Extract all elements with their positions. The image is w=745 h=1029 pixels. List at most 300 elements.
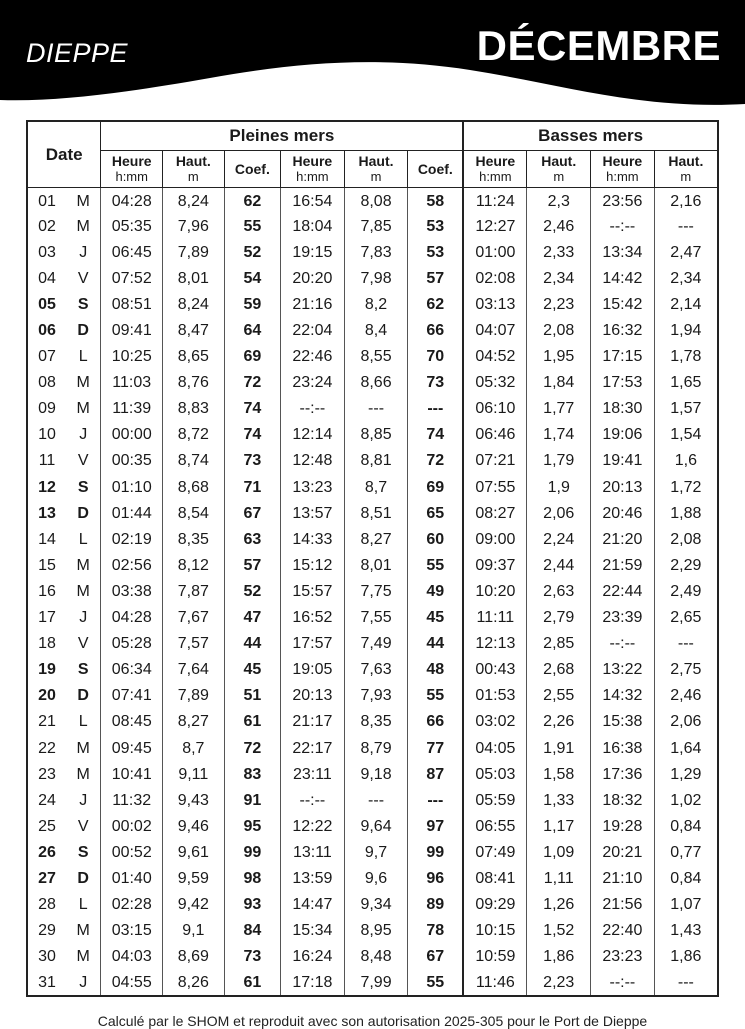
pm2-haut-header: Haut. m xyxy=(344,151,408,188)
table-row xyxy=(27,422,718,448)
day-number-cell: 30 xyxy=(27,944,66,970)
bm1-haut-header: Haut. m xyxy=(527,151,591,188)
bm2-heure-cell: 15:42 xyxy=(591,292,655,318)
bm2-heure-cell: 21:20 xyxy=(591,527,655,553)
bm1-heure-header: Heure h:mm xyxy=(463,151,527,188)
bm1-heure-cell: 11:24 xyxy=(463,188,527,214)
table-row xyxy=(27,944,718,970)
day-number-cell: 11 xyxy=(27,448,66,474)
pm1-heure-cell: 06:34 xyxy=(101,657,163,683)
pleines-mers-header: Pleines mers xyxy=(101,121,463,151)
bm2-heure-cell: 13:22 xyxy=(591,657,655,683)
pm1-coef-cell: 57 xyxy=(224,553,280,579)
day-letter-cell: M xyxy=(66,579,101,605)
bm1-heure-cell: 02:08 xyxy=(463,266,527,292)
table-row xyxy=(27,840,718,866)
day-letter-cell: S xyxy=(66,657,101,683)
table-row xyxy=(27,370,718,396)
bm2-haut-cell: 1,57 xyxy=(654,396,718,422)
pm2-coef-header: Coef. xyxy=(408,151,463,188)
pm2-haut-cell: 9,7 xyxy=(344,840,408,866)
pm1-heure-cell: 01:44 xyxy=(101,501,163,527)
pm1-haut-cell: 7,87 xyxy=(163,579,225,605)
table-row xyxy=(27,475,718,501)
bm2-heure-cell: 18:32 xyxy=(591,788,655,814)
pm1-haut-cell: 8,76 xyxy=(163,370,225,396)
bm1-haut-cell: 2,33 xyxy=(527,240,591,266)
pm1-heure-cell: 08:45 xyxy=(101,709,163,735)
bm2-heure-cell: 14:42 xyxy=(591,266,655,292)
pm1-heure-cell: 04:55 xyxy=(101,970,163,996)
pm1-haut-cell: 8,74 xyxy=(163,448,225,474)
day-number-cell: 02 xyxy=(27,214,66,240)
pm1-haut-cell: 8,65 xyxy=(163,344,225,370)
pm1-haut-cell: 7,67 xyxy=(163,605,225,631)
pm2-haut-cell: 7,85 xyxy=(344,214,408,240)
pm2-coef-cell: 99 xyxy=(408,840,463,866)
table-row xyxy=(27,240,718,266)
day-letter-cell: M xyxy=(66,762,101,788)
day-number-cell: 22 xyxy=(27,735,66,761)
pm2-haut-cell: 8,85 xyxy=(344,422,408,448)
pm2-heure-cell: 22:46 xyxy=(281,344,345,370)
tide-table xyxy=(26,120,719,997)
pm1-coef-cell: 83 xyxy=(224,762,280,788)
pm2-coef-cell: 74 xyxy=(408,422,463,448)
bm2-heure-cell: --:-- xyxy=(591,214,655,240)
day-number-cell: 18 xyxy=(27,631,66,657)
table-row xyxy=(27,762,718,788)
pm1-coef-cell: 45 xyxy=(224,657,280,683)
bm1-heure-cell: 00:43 xyxy=(463,657,527,683)
bm2-haut-cell: 0,77 xyxy=(654,840,718,866)
day-number-cell: 26 xyxy=(27,840,66,866)
pm1-haut-cell: 9,61 xyxy=(163,840,225,866)
bm2-heure-cell: 21:10 xyxy=(591,866,655,892)
pm1-haut-cell: 8,54 xyxy=(163,501,225,527)
day-number-cell: 31 xyxy=(27,970,66,996)
bm1-haut-cell: 1,58 xyxy=(527,762,591,788)
bm2-heure-cell: 22:44 xyxy=(591,579,655,605)
day-number-cell: 21 xyxy=(27,709,66,735)
pm2-coef-cell: 78 xyxy=(408,918,463,944)
bm1-heure-cell: 09:37 xyxy=(463,553,527,579)
bm2-haut-cell: 2,06 xyxy=(654,709,718,735)
bm1-heure-cell: 01:00 xyxy=(463,240,527,266)
pm2-coef-cell: 66 xyxy=(408,318,463,344)
pm1-heure-cell: 00:35 xyxy=(101,448,163,474)
bm1-haut-cell: 2,3 xyxy=(527,188,591,214)
pm2-heure-cell: 12:22 xyxy=(281,814,345,840)
bm1-haut-cell: 2,79 xyxy=(527,605,591,631)
pm2-haut-cell: 8,48 xyxy=(344,944,408,970)
pm1-coef-cell: 47 xyxy=(224,605,280,631)
pm1-haut-cell: 7,57 xyxy=(163,631,225,657)
bm1-heure-cell: 04:07 xyxy=(463,318,527,344)
pm1-coef-cell: 63 xyxy=(224,527,280,553)
bm2-haut-cell: 1,64 xyxy=(654,735,718,761)
day-number-cell: 06 xyxy=(27,318,66,344)
pm1-haut-cell: 7,89 xyxy=(163,683,225,709)
bm2-haut-cell: 2,49 xyxy=(654,579,718,605)
bm2-heure-cell: 21:59 xyxy=(591,553,655,579)
pm1-coef-cell: 51 xyxy=(224,683,280,709)
bm1-heure-cell: 03:13 xyxy=(463,292,527,318)
pm2-coef-cell: 55 xyxy=(408,683,463,709)
bm1-haut-cell: 2,44 xyxy=(527,553,591,579)
pm2-coef-cell: 96 xyxy=(408,866,463,892)
pm1-heure-cell: 09:45 xyxy=(101,735,163,761)
pm1-haut-cell: 8,69 xyxy=(163,944,225,970)
table-row xyxy=(27,892,718,918)
pm2-coef-cell: --- xyxy=(408,788,463,814)
day-number-cell: 29 xyxy=(27,918,66,944)
bm2-haut-cell: 1,29 xyxy=(654,762,718,788)
bm1-heure-cell: 12:27 xyxy=(463,214,527,240)
pm1-haut-cell: 7,96 xyxy=(163,214,225,240)
day-letter-cell: V xyxy=(66,448,101,474)
table-row xyxy=(27,344,718,370)
table-row xyxy=(27,318,718,344)
day-letter-cell: J xyxy=(66,788,101,814)
pm2-heure-cell: 13:59 xyxy=(281,866,345,892)
bm2-haut-cell: 1,65 xyxy=(654,370,718,396)
pm1-heure-cell: 03:15 xyxy=(101,918,163,944)
day-letter-cell: D xyxy=(66,683,101,709)
table-row xyxy=(27,814,718,840)
pm1-coef-cell: 44 xyxy=(224,631,280,657)
bm1-haut-cell: 1,95 xyxy=(527,344,591,370)
pm2-heure-cell: 16:52 xyxy=(281,605,345,631)
day-number-cell: 05 xyxy=(27,292,66,318)
tide-table-body xyxy=(27,188,718,997)
day-number-cell: 28 xyxy=(27,892,66,918)
day-number-cell: 20 xyxy=(27,683,66,709)
day-letter-cell: M xyxy=(66,188,101,214)
pm2-haut-cell: 8,55 xyxy=(344,344,408,370)
day-letter-cell: S xyxy=(66,292,101,318)
pm2-haut-cell: 7,99 xyxy=(344,970,408,996)
bm1-heure-cell: 03:02 xyxy=(463,709,527,735)
pm2-haut-cell: 8,95 xyxy=(344,918,408,944)
pm2-haut-cell: 7,75 xyxy=(344,579,408,605)
bm1-heure-cell: 08:27 xyxy=(463,501,527,527)
bm1-haut-cell: 2,06 xyxy=(527,501,591,527)
pm1-heure-cell: 10:25 xyxy=(101,344,163,370)
day-letter-cell: J xyxy=(66,605,101,631)
pm2-heure-cell: 17:18 xyxy=(281,970,345,996)
pm2-coef-cell: 89 xyxy=(408,892,463,918)
pm1-coef-cell: 98 xyxy=(224,866,280,892)
pm1-haut-cell: 8,35 xyxy=(163,527,225,553)
bm1-haut-cell: 2,23 xyxy=(527,970,591,996)
pm2-coef-cell: 55 xyxy=(408,970,463,996)
day-letter-cell: V xyxy=(66,814,101,840)
pm1-haut-cell: 8,24 xyxy=(163,292,225,318)
bm2-heure-cell: 22:40 xyxy=(591,918,655,944)
pm1-heure-cell: 04:28 xyxy=(101,605,163,631)
pm1-heure-cell: 00:02 xyxy=(101,814,163,840)
day-number-cell: 09 xyxy=(27,396,66,422)
bm1-haut-cell: 1,9 xyxy=(527,475,591,501)
pm2-heure-cell: 20:20 xyxy=(281,266,345,292)
pm1-heure-cell: 11:32 xyxy=(101,788,163,814)
pm1-coef-cell: 74 xyxy=(224,422,280,448)
pm1-haut-cell: 8,26 xyxy=(163,970,225,996)
bm2-haut-cell: 1,94 xyxy=(654,318,718,344)
pm2-coef-cell: 70 xyxy=(408,344,463,370)
bm2-haut-header: Haut. m xyxy=(654,151,718,188)
pm1-coef-cell: 61 xyxy=(224,970,280,996)
day-number-cell: 14 xyxy=(27,527,66,553)
pm1-coef-cell: 74 xyxy=(224,396,280,422)
bm1-heure-cell: 07:49 xyxy=(463,840,527,866)
pm2-heure-cell: 22:04 xyxy=(281,318,345,344)
port-name: DIEPPE xyxy=(26,38,129,68)
bm2-heure-cell: 18:30 xyxy=(591,396,655,422)
bm2-haut-cell: --- xyxy=(654,214,718,240)
bm2-heure-cell: 20:13 xyxy=(591,475,655,501)
day-letter-cell: S xyxy=(66,840,101,866)
pm1-coef-cell: 52 xyxy=(224,240,280,266)
pm2-coef-cell: 55 xyxy=(408,553,463,579)
pm2-coef-cell: 57 xyxy=(408,266,463,292)
table-row xyxy=(27,709,718,735)
pm1-haut-cell: 8,01 xyxy=(163,266,225,292)
pm1-coef-cell: 72 xyxy=(224,370,280,396)
pm2-heure-header: Heure h:mm xyxy=(281,151,345,188)
bm2-haut-cell: 0,84 xyxy=(654,814,718,840)
bm1-haut-cell: 2,26 xyxy=(527,709,591,735)
bm2-heure-cell: 15:38 xyxy=(591,709,655,735)
pm2-heure-cell: 22:17 xyxy=(281,735,345,761)
pm2-haut-cell: --- xyxy=(344,396,408,422)
bm2-heure-cell: 23:56 xyxy=(591,188,655,214)
bm2-heure-cell: 23:23 xyxy=(591,944,655,970)
pm1-coef-cell: 52 xyxy=(224,579,280,605)
table-row xyxy=(27,188,718,214)
bm1-haut-cell: 1,84 xyxy=(527,370,591,396)
bm2-heure-cell: 23:39 xyxy=(591,605,655,631)
pm1-coef-cell: 59 xyxy=(224,292,280,318)
pm2-haut-cell: 9,34 xyxy=(344,892,408,918)
table-row xyxy=(27,657,718,683)
day-letter-cell: J xyxy=(66,970,101,996)
bm2-heure-cell: 20:46 xyxy=(591,501,655,527)
table-row xyxy=(27,683,718,709)
bm1-heure-cell: 11:11 xyxy=(463,605,527,631)
bm1-heure-cell: 05:03 xyxy=(463,762,527,788)
day-letter-cell: L xyxy=(66,892,101,918)
pm2-heure-cell: 15:57 xyxy=(281,579,345,605)
pm2-coef-cell: 53 xyxy=(408,240,463,266)
pm2-haut-cell: 8,81 xyxy=(344,448,408,474)
pm1-coef-cell: 95 xyxy=(224,814,280,840)
bm2-haut-cell: 2,16 xyxy=(654,188,718,214)
pm1-heure-cell: 01:40 xyxy=(101,866,163,892)
pm2-coef-cell: 72 xyxy=(408,448,463,474)
bm1-heure-cell: 01:53 xyxy=(463,683,527,709)
pm2-coef-cell: 60 xyxy=(408,527,463,553)
pm2-heure-cell: 12:48 xyxy=(281,448,345,474)
bm2-heure-cell: 19:28 xyxy=(591,814,655,840)
bm1-heure-cell: 10:59 xyxy=(463,944,527,970)
pm2-coef-cell: 66 xyxy=(408,709,463,735)
pm1-haut-cell: 8,12 xyxy=(163,553,225,579)
pm2-haut-cell: 8,79 xyxy=(344,735,408,761)
pm2-heure-cell: 13:11 xyxy=(281,840,345,866)
bm1-heure-cell: 10:15 xyxy=(463,918,527,944)
table-row xyxy=(27,501,718,527)
pm2-heure-cell: 20:13 xyxy=(281,683,345,709)
bm2-heure-cell: --:-- xyxy=(591,631,655,657)
pm2-heure-cell: --:-- xyxy=(281,396,345,422)
pm1-heure-cell: 07:41 xyxy=(101,683,163,709)
day-number-cell: 24 xyxy=(27,788,66,814)
bm2-haut-cell: --- xyxy=(654,631,718,657)
bm1-heure-cell: 05:59 xyxy=(463,788,527,814)
pm1-coef-cell: 69 xyxy=(224,344,280,370)
pm2-heure-cell: --:-- xyxy=(281,788,345,814)
pm1-coef-cell: 73 xyxy=(224,944,280,970)
day-letter-cell: V xyxy=(66,266,101,292)
bm1-haut-cell: 2,46 xyxy=(527,214,591,240)
day-number-cell: 23 xyxy=(27,762,66,788)
pm2-haut-cell: 8,2 xyxy=(344,292,408,318)
pm1-heure-cell: 05:35 xyxy=(101,214,163,240)
bm2-heure-cell: 20:21 xyxy=(591,840,655,866)
pm1-haut-cell: 8,24 xyxy=(163,188,225,214)
bm1-haut-cell: 1,11 xyxy=(527,866,591,892)
table-row xyxy=(27,448,718,474)
day-number-cell: 25 xyxy=(27,814,66,840)
bm1-heure-cell: 06:10 xyxy=(463,396,527,422)
pm1-haut-cell: 8,72 xyxy=(163,422,225,448)
pm1-haut-cell: 8,47 xyxy=(163,318,225,344)
day-number-cell: 15 xyxy=(27,553,66,579)
pm2-haut-cell: 7,83 xyxy=(344,240,408,266)
pm1-haut-cell: 8,83 xyxy=(163,396,225,422)
day-number-cell: 08 xyxy=(27,370,66,396)
pm1-haut-cell: 8,68 xyxy=(163,475,225,501)
pm2-haut-cell: 7,55 xyxy=(344,605,408,631)
footer-credit: Calculé par le SHOM et reproduit avec son autorisation 2025-305 pour le Port de Dieppe xyxy=(97,1013,648,1029)
bm1-haut-cell: 2,08 xyxy=(527,318,591,344)
pm2-coef-cell: 62 xyxy=(408,292,463,318)
day-letter-cell: D xyxy=(66,501,101,527)
day-number-cell: 04 xyxy=(27,266,66,292)
day-letter-cell: M xyxy=(66,944,101,970)
day-number-cell: 19 xyxy=(27,657,66,683)
bm2-haut-cell: 2,46 xyxy=(654,683,718,709)
table-row xyxy=(27,292,718,318)
bm2-heure-cell: 21:56 xyxy=(591,892,655,918)
bm1-heure-cell: 09:29 xyxy=(463,892,527,918)
bm2-haut-cell: --- xyxy=(654,970,718,996)
pm1-coef-cell: 55 xyxy=(224,214,280,240)
pm2-heure-cell: 23:11 xyxy=(281,762,345,788)
table-row xyxy=(27,553,718,579)
bm1-heure-cell: 04:05 xyxy=(463,735,527,761)
pm2-haut-cell: 9,18 xyxy=(344,762,408,788)
bm1-haut-cell: 1,33 xyxy=(527,788,591,814)
pm2-haut-cell: 8,08 xyxy=(344,188,408,214)
bm2-haut-cell: 1,54 xyxy=(654,422,718,448)
pm1-heure-cell: 11:03 xyxy=(101,370,163,396)
pm2-haut-cell: 8,01 xyxy=(344,553,408,579)
bm1-heure-cell: 07:55 xyxy=(463,475,527,501)
bm2-heure-cell: 13:34 xyxy=(591,240,655,266)
pm2-haut-cell: 9,6 xyxy=(344,866,408,892)
day-letter-cell: M xyxy=(66,553,101,579)
pm1-haut-header: Haut. m xyxy=(163,151,225,188)
pm2-coef-cell: 97 xyxy=(408,814,463,840)
pm1-coef-cell: 99 xyxy=(224,840,280,866)
pm1-haut-cell: 8,7 xyxy=(163,735,225,761)
bm1-haut-cell: 2,63 xyxy=(527,579,591,605)
bm1-heure-cell: 10:20 xyxy=(463,579,527,605)
day-letter-cell: M xyxy=(66,735,101,761)
pm1-haut-cell: 9,1 xyxy=(163,918,225,944)
pm2-haut-cell: 7,63 xyxy=(344,657,408,683)
pm2-coef-cell: 48 xyxy=(408,657,463,683)
day-letter-cell: D xyxy=(66,318,101,344)
pm2-heure-cell: 17:57 xyxy=(281,631,345,657)
pm1-heure-cell: 02:19 xyxy=(101,527,163,553)
bm2-haut-cell: 2,75 xyxy=(654,657,718,683)
bm1-heure-cell: 08:41 xyxy=(463,866,527,892)
table-row xyxy=(27,970,718,996)
bm2-haut-cell: 1,88 xyxy=(654,501,718,527)
table-row xyxy=(27,605,718,631)
pm2-heure-cell: 14:47 xyxy=(281,892,345,918)
pm2-heure-cell: 13:23 xyxy=(281,475,345,501)
pm2-heure-cell: 21:17 xyxy=(281,709,345,735)
pm1-haut-cell: 8,27 xyxy=(163,709,225,735)
pm2-heure-cell: 16:24 xyxy=(281,944,345,970)
table-row xyxy=(27,527,718,553)
table-row xyxy=(27,579,718,605)
day-letter-cell: D xyxy=(66,866,101,892)
pm2-heure-cell: 21:16 xyxy=(281,292,345,318)
pm2-coef-cell: 44 xyxy=(408,631,463,657)
pm1-heure-cell: 00:52 xyxy=(101,840,163,866)
pm2-haut-cell: 8,51 xyxy=(344,501,408,527)
bm1-haut-cell: 2,23 xyxy=(527,292,591,318)
pm2-coef-cell: 69 xyxy=(408,475,463,501)
bm2-haut-cell: 1,78 xyxy=(654,344,718,370)
pm2-coef-cell: 53 xyxy=(408,214,463,240)
pm2-coef-cell: 77 xyxy=(408,735,463,761)
bm2-heure-cell: 14:32 xyxy=(591,683,655,709)
day-letter-cell: V xyxy=(66,631,101,657)
day-number-cell: 07 xyxy=(27,344,66,370)
bm1-haut-cell: 1,26 xyxy=(527,892,591,918)
table-row xyxy=(27,396,718,422)
pm1-heure-cell: 10:41 xyxy=(101,762,163,788)
bm2-haut-cell: 2,08 xyxy=(654,527,718,553)
pm2-heure-cell: 16:54 xyxy=(281,188,345,214)
day-number-cell: 12 xyxy=(27,475,66,501)
bm2-heure-header: Heure h:mm xyxy=(591,151,655,188)
pm1-coef-cell: 73 xyxy=(224,448,280,474)
bm1-heure-cell: 12:13 xyxy=(463,631,527,657)
bm2-heure-cell: 16:38 xyxy=(591,735,655,761)
header-banner xyxy=(0,0,745,110)
pm1-haut-cell: 9,11 xyxy=(163,762,225,788)
pm2-coef-cell: --- xyxy=(408,396,463,422)
pm2-haut-cell: 7,98 xyxy=(344,266,408,292)
